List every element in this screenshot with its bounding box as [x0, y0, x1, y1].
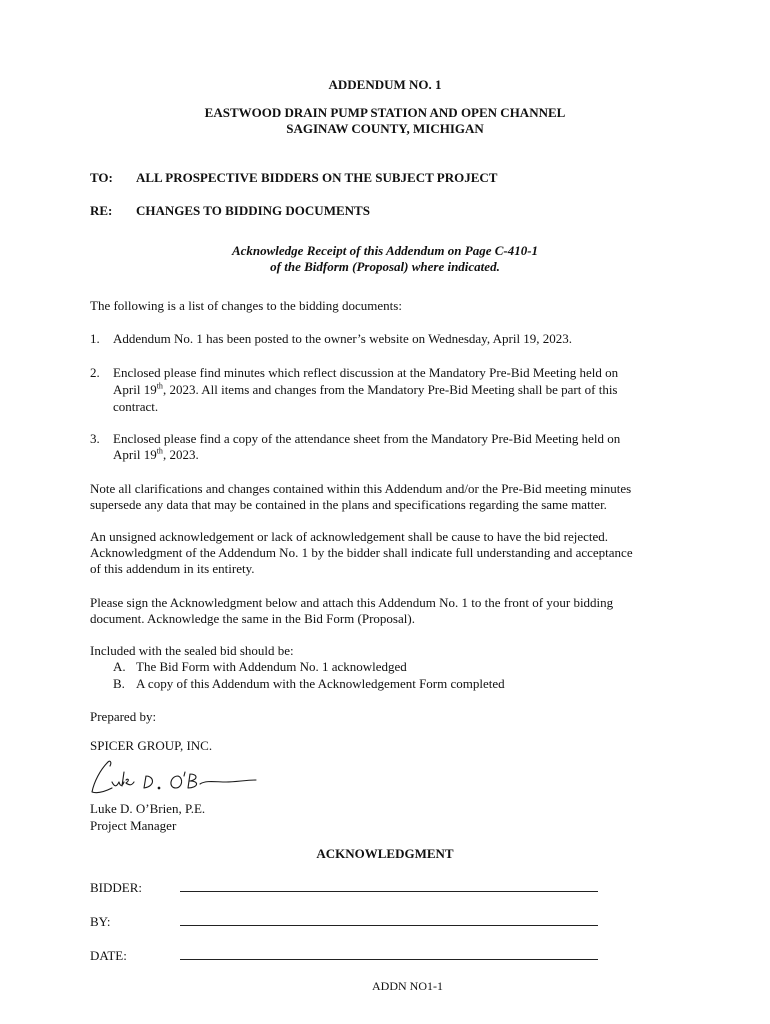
included-heading: Included with the sealed bid should be: [90, 643, 294, 658]
item-number: 1. [90, 331, 100, 346]
bidder-label: BIDDER: [90, 880, 142, 895]
prepared-by-label: Prepared by: [90, 709, 157, 724]
unsigned-line2: Acknowledgment of the Addendum No. 1 by the bidder shall indicate full understanding and acceptance [90, 545, 633, 560]
acknowledge-notice-line2: of the Bidform (Proposal) where indicated. [270, 259, 500, 274]
signer-name: Luke D. O’Brien, P.E. [90, 801, 206, 816]
note-line1: Note all clarifications and changes contained within this Addendum and/or the Pre-Bid meeting minutes [90, 481, 632, 496]
signer-title: Project Manager [90, 818, 177, 833]
re-label: RE: [90, 203, 113, 218]
bidder-signature-line[interactable] [180, 891, 598, 892]
by-label: BY: [90, 914, 111, 929]
item-text-line2: April 19th, 2023. [113, 446, 199, 462]
included-item: A copy of this Addendum with the Acknowledgement Form completed [136, 676, 505, 691]
intro-text: The following is a list of changes to the bidding documents: [90, 298, 402, 313]
item-text-line3: contract. [113, 399, 159, 414]
item-number: 2. [90, 365, 100, 380]
handwritten-signature [86, 758, 261, 800]
included-item: The Bid Form with Addendum No. 1 acknowledged [136, 659, 407, 674]
item-number: 3. [90, 431, 100, 446]
item-text: Enclosed please find a copy of the attendance sheet from the Mandatory Pre-Bid Meeting held on [113, 431, 621, 446]
page-footer: ADDN NO1-1 [372, 979, 443, 993]
acknowledge-notice-line1: Acknowledge Receipt of this Addendum on Page C-410-1 [231, 243, 539, 258]
to-value: ALL PROSPECTIVE BIDDERS ON THE SUBJECT PROJECT [136, 170, 498, 185]
date-line[interactable] [180, 959, 598, 960]
sign-request-line2: document. Acknowledge the same in the Bid Form (Proposal). [90, 611, 415, 626]
included-letter: A. [113, 659, 126, 674]
project-name: EASTWOOD DRAIN PUMP STATION AND OPEN CHANNEL [204, 105, 566, 120]
note-line2: supersede any data that may be contained in the plans and specifications regarding the same matter. [90, 497, 607, 512]
unsigned-line1: An unsigned acknowledgement or lack of acknowledgement shall be cause to have the bid rejected. [90, 529, 609, 544]
item-text: Addendum No. 1 has been posted to the owner’s website on Wednesday, April 19, 2023. [113, 331, 573, 346]
by-signature-line[interactable] [180, 925, 598, 926]
item-text-line2: April 19th, 2023. All items and changes from the Mandatory Pre-Bid Meeting shall be part of this [113, 381, 618, 397]
unsigned-line3: of this addendum in its entirety. [90, 561, 255, 576]
acknowledgment-heading: ACKNOWLEDGMENT [316, 846, 454, 861]
date-label: DATE: [90, 948, 127, 963]
re-value: CHANGES TO BIDDING DOCUMENTS [136, 203, 370, 218]
sign-request-line1: Please sign the Acknowledgment below and attach this Addendum No. 1 to the front of your bidding [90, 595, 614, 610]
to-label: TO: [90, 170, 113, 185]
item-text: Enclosed please find minutes which reflect discussion at the Mandatory Pre-Bid Meeting held on [113, 365, 619, 380]
included-letter: B. [113, 676, 125, 691]
company-name: SPICER GROUP, INC. [90, 738, 213, 753]
document-title: ADDENDUM NO. 1 [328, 77, 442, 92]
project-location: SAGINAW COUNTY, MICHIGAN [286, 121, 484, 136]
